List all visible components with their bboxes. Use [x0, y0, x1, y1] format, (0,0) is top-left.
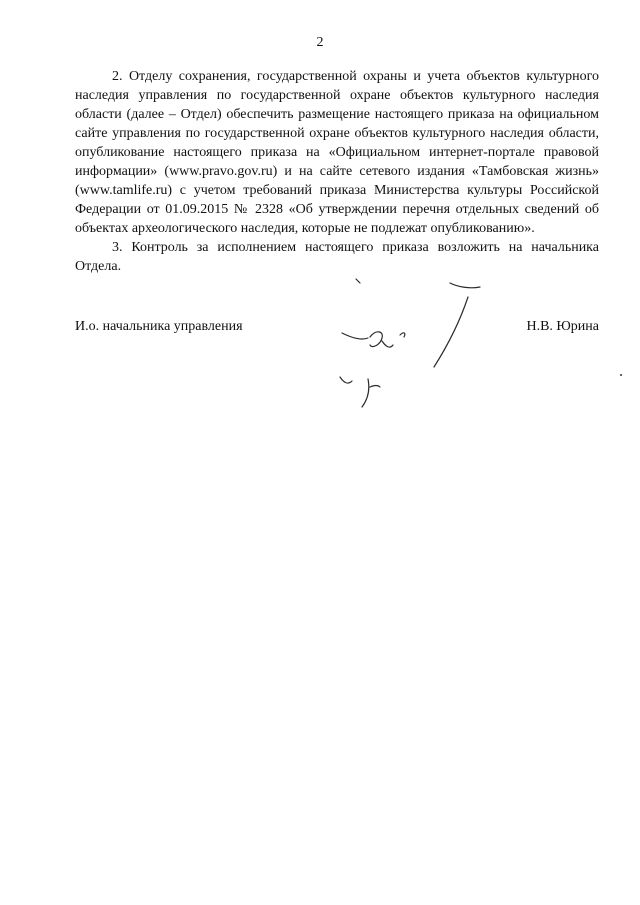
stray-ink-mark	[618, 372, 624, 378]
page-number: 2	[316, 35, 324, 50]
handwritten-signature	[330, 275, 500, 415]
document-body	[75, 67, 599, 276]
paragraph-3: 3. Контроль за исполнением настоящего приказа возложить на начальника Отдела.	[75, 240, 599, 274]
paragraph-2: 2. Отделу сохранения, государственной охраны и учета объектов культурного наследия управления по государственной охране объектов культурного наследия области (далее – Отдел) обеспечить размещение настоящего приказа на официальном сайте управления по государственной охране объектов культурного наследия области, опубликование настоящего приказа на «Официальном интернет-портале правовой информации» (www.pravo.gov.ru) и на сайте сетевого издания «Тамбовская жизнь» (www.tamlife.ru) с учетом требований приказа Министерства культуры Российской Федерации от 01.09.2015 № 2328 «Об утверждении перечня отдельных сведений об объектах археологического наследия, которые не подлежат опубликованию».	[75, 69, 599, 236]
signer-position: И.о. начальника управления	[75, 319, 243, 334]
signer-name: Н.В. Юрина	[526, 319, 599, 334]
